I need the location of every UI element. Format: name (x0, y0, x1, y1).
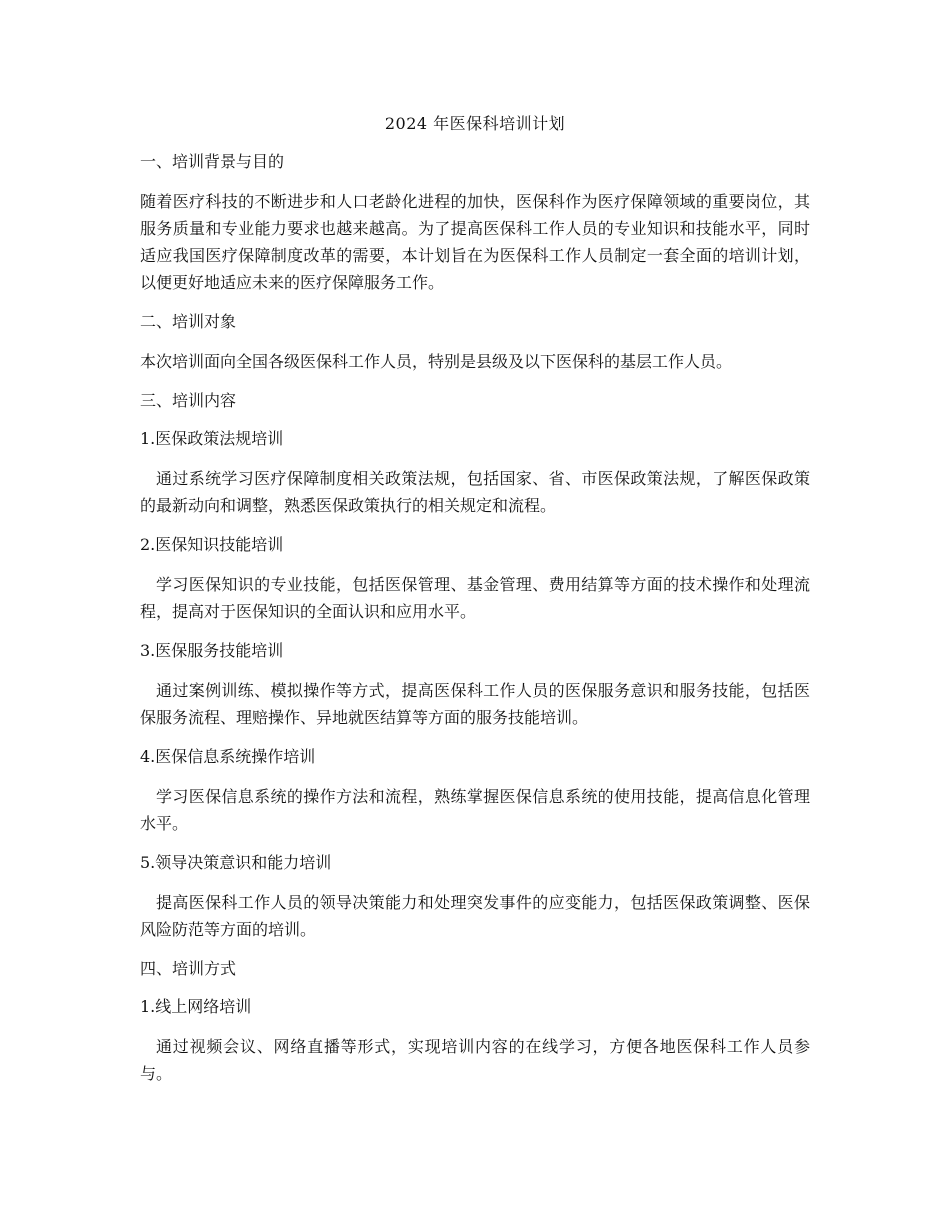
subsection-heading: 5.领导决策意识和能力培训 (140, 853, 332, 872)
section-heading: 四、培训方式 (140, 959, 237, 978)
paragraph: 通过案例训练、模拟操作等方式，提高医保科工作人员的医保服务意识和服务技能，包括医保服务流程、理赔操作、异地就医结算等方面的服务技能培训。 (140, 681, 810, 727)
paragraph: 学习医保知识的专业技能，包括医保管理、基金管理、费用结算等方面的技术操作和处理流程，提高对于医保知识的全面认识和应用水平。 (140, 575, 810, 621)
paragraph: 本次培训面向全国各级医保科工作人员，特别是县级及以下医保科的基层工作人员。 (140, 352, 733, 371)
section-heading: 二、培训对象 (140, 312, 237, 331)
paragraph: 通过系统学习医疗保障制度相关政策法规，包括国家、省、市医保政策法规，了解医保政策的最新动向和调整，熟悉医保政策执行的相关规定和流程。 (140, 469, 810, 515)
subsection-heading: 1.医保政策法规培训 (140, 429, 284, 448)
subsection-heading: 1.线上网络培训 (140, 997, 252, 1016)
paragraph: 学习医保信息系统的操作方法和流程，熟练掌握医保信息系统的使用技能，提高信息化管理水平。 (140, 787, 810, 833)
paragraph: 通过视频会议、网络直播等形式，实现培训内容的在线学习，方便各地医保科工作人员参与。 (140, 1037, 810, 1083)
document-body (140, 150, 810, 1101)
subsection-heading: 3.医保服务技能培训 (140, 641, 284, 660)
document-title: 2024 年医保科培训计划 (384, 114, 566, 133)
paragraph: 随着医疗科技的不断进步和人口老龄化进程的加快，医保科作为医疗保障领域的重要岗位，其服务质量和专业能力要求也越来越高。为了提高医保科工作人员的专业知识和技能水平，同时适应我国医疗保障制度改革的需要，本计划旨在为医保科工作人员制定一套全面的培训计划，以便更好地适应未来的医疗保障服务工作。 (140, 192, 810, 292)
subsection-heading: 2.医保知识技能培训 (140, 535, 284, 554)
subsection-heading: 4.医保信息系统操作培训 (140, 747, 316, 766)
section-heading: 三、培训内容 (140, 391, 237, 410)
section-heading: 一、培训背景与目的 (140, 152, 285, 171)
paragraph: 提高医保科工作人员的领导决策能力和处理突发事件的应变能力，包括医保政策调整、医保风险防范等方面的培训。 (140, 893, 810, 939)
